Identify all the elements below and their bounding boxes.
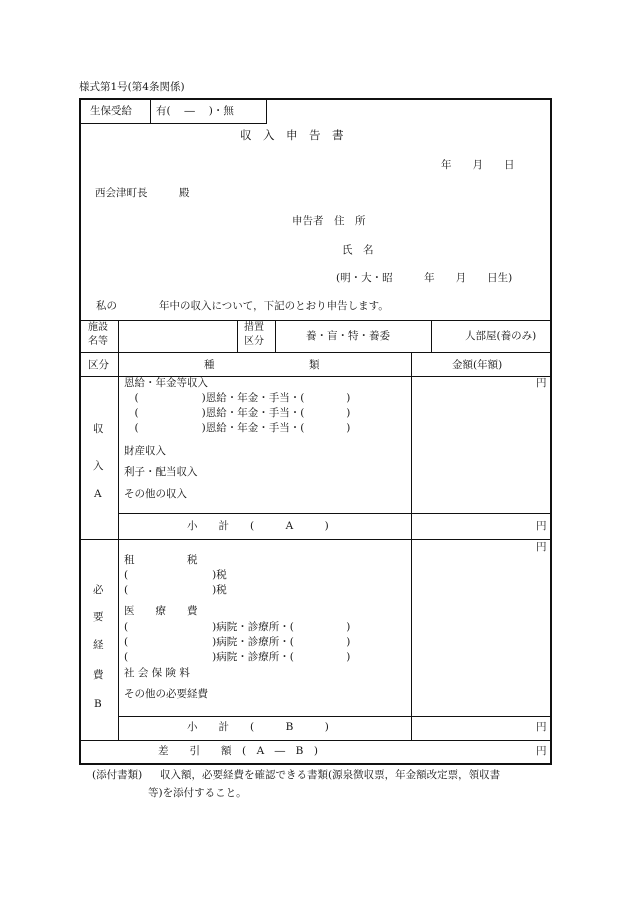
yen-unit: 円 — [536, 541, 547, 553]
attachments-line-1: 収入額，必要経費を確認できる書類(源泉徴収票，年金額改定票，領収書 — [160, 769, 501, 781]
income-item: 恩給・年金等収入 — [124, 377, 208, 389]
expense-side-char: 要 — [93, 611, 104, 623]
income-item: ( )恩給・年金・手当・( ) — [124, 422, 351, 434]
address-label: 申告者 住 所 — [292, 215, 366, 227]
yen-unit: 円 — [536, 520, 547, 532]
divider — [79, 352, 552, 353]
divider — [431, 320, 432, 352]
difference-label: 差 引 額 ( A ― B ) — [158, 745, 318, 757]
divider — [150, 98, 151, 123]
divider — [118, 716, 552, 717]
addressee: 西会津町長 殿 — [95, 187, 190, 199]
expense-side-char: 費 — [93, 669, 104, 681]
divider — [266, 98, 267, 123]
name-label: 氏 名 — [342, 244, 374, 256]
intro-text: 私の 年中の収入について，下記のとおり申告します。 — [96, 300, 389, 312]
attachments-line-2: 等)を添付すること。 — [148, 787, 247, 799]
amount-header: 金額(年額) — [452, 359, 503, 371]
birth-line: (明・大・昭 年 月 日生) — [336, 272, 513, 284]
room-type: 人部屋(養のみ) — [465, 330, 537, 342]
expense-side-char: 経 — [93, 639, 104, 651]
divider — [79, 539, 552, 540]
expense-item: ( )税 — [124, 569, 227, 581]
expense-item: 医 療 費 — [124, 605, 198, 617]
yen-unit: 円 — [536, 745, 547, 757]
income-side-char: 入 — [93, 460, 104, 472]
income-item: ( )恩給・年金・手当・( ) — [124, 407, 351, 419]
divider — [275, 320, 276, 352]
expense-side-char: 必 — [93, 584, 104, 596]
attachments-label: (添付書類) — [92, 769, 143, 781]
seiho-value: 有( ― )・無 — [156, 105, 234, 117]
facility-label: 施設 — [88, 322, 108, 333]
measure-label: 措置 — [244, 322, 264, 333]
divider — [79, 320, 552, 321]
divider — [79, 123, 267, 124]
expense-subtotal: 小 計 ( B ) — [187, 721, 329, 733]
expense-item: 社 会 保 険 料 — [124, 667, 190, 679]
measure-types: 養・盲・特・養委 — [306, 330, 390, 342]
income-side-char: A — [94, 488, 102, 500]
income-item: 財産収入 — [124, 445, 166, 457]
divider — [118, 376, 119, 741]
category-header: 区分 — [88, 359, 109, 371]
document-title: 収 入 申 告 書 — [240, 128, 344, 142]
seiho-label: 生保受給 — [90, 105, 132, 117]
divider — [237, 320, 238, 352]
divider — [411, 352, 412, 741]
divider — [79, 740, 552, 741]
divider — [118, 320, 119, 377]
form-number: 様式第1号(第4条関係) — [79, 81, 185, 93]
income-item: ( )恩給・年金・手当・( ) — [124, 392, 351, 404]
income-side-char: 収 — [93, 423, 104, 435]
income-subtotal: 小 計 ( A ) — [187, 520, 329, 532]
facility-label-2: 名等 — [88, 336, 108, 347]
expense-item: ( )病院・診療所・( ) — [124, 651, 351, 663]
expense-item: ( )税 — [124, 584, 227, 596]
expense-item: ( )病院・診療所・( ) — [124, 621, 351, 633]
income-item: その他の収入 — [124, 488, 187, 500]
date-line: 年 月 日 — [441, 159, 515, 171]
expense-item: 租 税 — [124, 554, 198, 566]
income-item: 利子・配当収入 — [124, 466, 198, 478]
yen-unit: 円 — [536, 377, 547, 389]
expense-item: その他の必要経費 — [124, 688, 208, 700]
expense-item: ( )病院・診療所・( ) — [124, 636, 351, 648]
expense-side-char: B — [94, 698, 102, 710]
measure-label-2: 区分 — [244, 336, 264, 347]
yen-unit: 円 — [536, 721, 547, 733]
divider — [118, 513, 552, 514]
type-header: 種 類 — [204, 359, 320, 371]
